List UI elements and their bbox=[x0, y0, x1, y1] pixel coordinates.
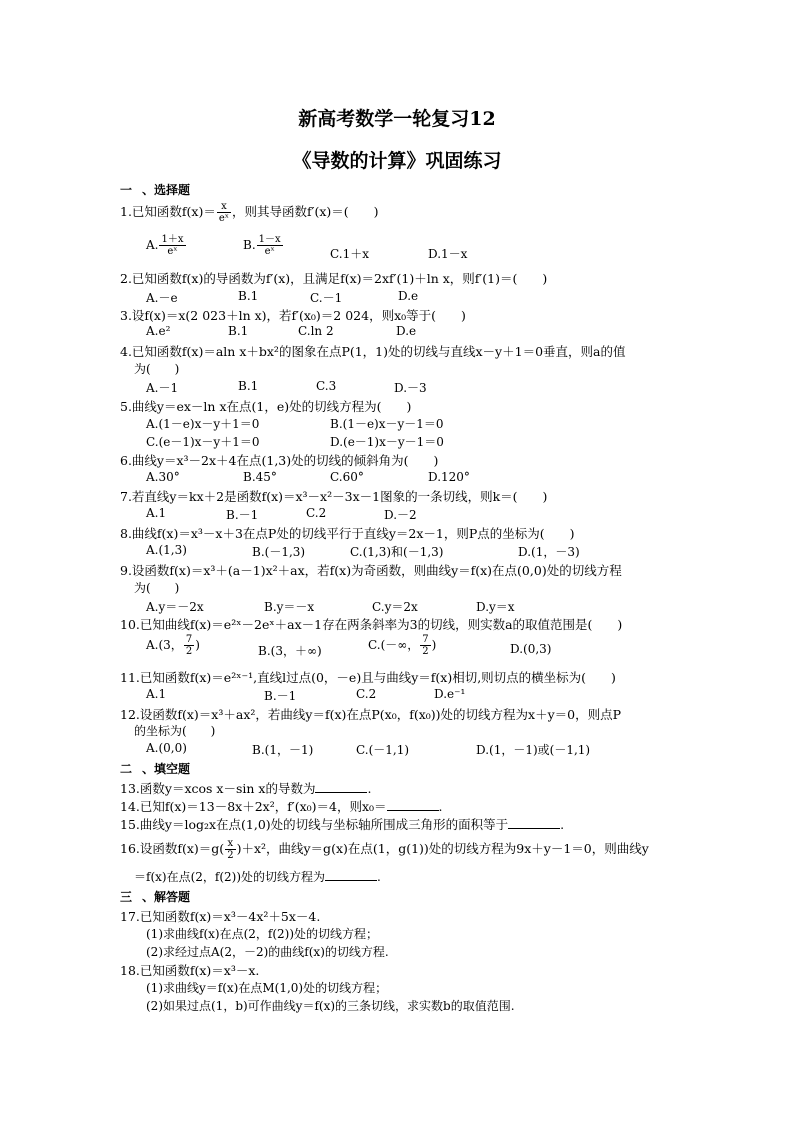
answer-blank bbox=[325, 870, 377, 881]
option-d: D.(e－1)x－y－1＝0 bbox=[330, 435, 444, 449]
option-a: A.(1－e)x－y＋1＝0 bbox=[146, 417, 260, 431]
option-c: C.2 bbox=[356, 687, 377, 701]
option-a: A.－e bbox=[146, 291, 178, 305]
question-9: 9.设函数f(x)＝x³＋(a－1)x²＋ax，若f(x)为奇函数，则曲线y＝f(x)在点(0,0)处的切线方程 bbox=[120, 563, 622, 578]
question-2: 2.已知函数f(x)的导函数为f′(x)，且满足f(x)＝2xf′(1)＋ln x，则f′(1)＝( ) bbox=[120, 271, 548, 286]
question-3: 3.设f(x)＝x(2 023＋ln x)，若f′(x₀)＝2 024，则x₀等于( ) bbox=[120, 308, 466, 323]
option-c: C.(e－1)x－y＋1＝0 bbox=[146, 435, 260, 449]
option-c: C.(－∞， $\frac{7}{2}$ ) bbox=[368, 634, 437, 657]
question-12: 12.设函数f(x)＝x³＋ax²，若曲线y＝f(x)在点P(x₀，f(x₀))处的切线方程为x＋y＝0，则点P bbox=[120, 707, 622, 722]
fraction: $\frac{x}{\text{eˣ}}$ bbox=[218, 201, 230, 224]
option-c: C.3 bbox=[316, 379, 337, 393]
option-c: C.－1 bbox=[310, 291, 343, 305]
option-b: B.1 bbox=[238, 289, 259, 303]
option-c: C.y＝2x bbox=[372, 600, 418, 614]
option-a: A.1 bbox=[146, 506, 167, 520]
option-d: D.(1，－3) bbox=[518, 545, 580, 559]
option-a: A.y＝－2x bbox=[146, 600, 204, 614]
question-17: 17.已知函数f(x)＝x³－4x²＋5x－4. bbox=[120, 909, 321, 924]
question-18: 18.已知函数f(x)＝x³－x. bbox=[120, 963, 260, 978]
question-13: 13.函数y＝xcos x－sin x的导数为 . bbox=[120, 781, 372, 796]
question-18-part-1: (1)求曲线y＝f(x)在点M(1,0)处的切线方程； bbox=[146, 981, 388, 995]
option-a: A.1 bbox=[146, 687, 167, 701]
question-18-part-2: (2)如果过点(1，b)可作曲线y＝f(x)的三条切线，求实数b的取值范围. bbox=[146, 999, 515, 1013]
option-a: A.30° bbox=[146, 470, 180, 484]
question-11: 11.已知函数f(x)＝e²ˣ⁻¹,直线l过点(0，－e)且与曲线y＝f(x)相切,则切点的横坐标为( ) bbox=[120, 670, 616, 685]
question-12-cont: 的坐标为( ) bbox=[134, 724, 216, 738]
answer-blank bbox=[508, 818, 560, 829]
option-d: D.y＝x bbox=[476, 600, 515, 614]
question-17-part-1: (1)求曲线f(x)在点(2，f(2))处的切线方程； bbox=[146, 927, 379, 941]
option-a: A.－1 bbox=[146, 381, 179, 395]
option-d: D.e bbox=[396, 324, 417, 338]
document-subtitle: 《导数的计算》巩固练习 bbox=[292, 150, 502, 172]
section-heading-solve: 三 、解答题 bbox=[120, 890, 191, 904]
question-17-part-2: (2)求经过点A(2，－2)的曲线f(x)的切线方程. bbox=[146, 945, 389, 959]
option-a: A.(3， $\frac{7}{2}$ ) bbox=[146, 634, 200, 657]
option-b: B.(－1,3) bbox=[252, 545, 306, 559]
question-15: 15.曲线y＝log₂x在点(1,0)处的切线与坐标轴所围成三角形的面积等于 . bbox=[120, 817, 565, 832]
question-5: 5.曲线y＝ex－ln x在点(1，e)处的切线方程为( ) bbox=[120, 399, 412, 414]
question-8: 8.曲线f(x)＝x³－x＋3在点P处的切线平行于直线y＝2x－1，则P点的坐标为( ) bbox=[120, 526, 575, 541]
option-a: A.(1,3) bbox=[146, 543, 187, 557]
section-heading-fill: 二 、填空题 bbox=[120, 762, 191, 776]
option-b: B.(3，＋∞) bbox=[258, 644, 322, 658]
question-4-cont: 为( ) bbox=[134, 362, 180, 376]
question-6: 6.曲线y＝x³－2x＋4在点(1,3)处的切线的倾斜角为( ) bbox=[120, 453, 439, 468]
option-d: D.－2 bbox=[384, 508, 417, 522]
option-d: D.120° bbox=[428, 470, 470, 484]
question-16-cont: ＝f(x)在点(2，f(2))处的切线方程为 . bbox=[134, 870, 381, 884]
question-10: 10.已知曲线f(x)＝e²ˣ－2eˣ＋ax－1存在两条斜率为3的切线，则实数a的取值范围是( ) bbox=[120, 617, 623, 632]
section-heading-choice: 一 、选择题 bbox=[120, 183, 191, 197]
option-d: D.(0,3) bbox=[510, 642, 552, 656]
question-1: 1.已知函数f(x)＝ $\frac{x}{\text{eˣ}}$ ，则其导函数f′(x)＝( ) bbox=[120, 201, 379, 224]
option-b: B.1 bbox=[228, 324, 249, 338]
question-14: 14.已知f(x)＝13－8x＋2x²，f′(x₀)＝4，则x₀＝ . bbox=[120, 799, 443, 814]
option-c: C.1＋x bbox=[330, 247, 369, 261]
option-a: A.e² bbox=[146, 324, 171, 338]
option-a: A. $\frac{1+x}{\text{eˣ}}$ bbox=[146, 234, 184, 257]
answer-blank bbox=[387, 800, 439, 811]
document-title: 新高考数学一轮复习12 bbox=[298, 108, 496, 130]
option-b: B.－1 bbox=[226, 508, 259, 522]
option-b: B.y＝－x bbox=[264, 600, 315, 614]
option-c: C.2 bbox=[306, 506, 327, 520]
option-d: D.1－x bbox=[428, 247, 468, 261]
option-b: B.(1－e)x－y－1＝0 bbox=[330, 417, 444, 431]
question-4: 4.已知函数f(x)＝aln x＋bx²的图象在点P(1，1)处的切线与直线x－y＋1＝0垂直，则a的值 bbox=[120, 344, 626, 359]
option-d: D.e⁻¹ bbox=[434, 687, 466, 701]
option-d: D.(1，－1)或(－1,1) bbox=[476, 743, 591, 757]
option-b: B.1 bbox=[238, 379, 259, 393]
option-b: B.45° bbox=[243, 470, 277, 484]
option-b: B. $\frac{1-x}{\text{eˣ}}$ bbox=[243, 234, 281, 257]
option-c: C.(1,3)和(－1,3) bbox=[350, 545, 444, 559]
question-9-cont: 为( ) bbox=[134, 581, 180, 595]
option-c: C.ln 2 bbox=[298, 324, 334, 338]
question-7: 7.若直线y＝kx＋2是函数f(x)＝x³－x²－3x－1图象的一条切线，则k＝( ) bbox=[120, 489, 548, 504]
option-b: B.(1，－1) bbox=[252, 743, 314, 757]
answer-blank bbox=[315, 782, 367, 793]
option-d: D.－3 bbox=[394, 381, 427, 395]
option-c: C.60° bbox=[330, 470, 364, 484]
question-16: 16.设函数f(x)＝g( $\frac{x}{2}$ )＋x²，曲线y＝g(x)在点(1，g(1))处的切线方程为9x＋y－1＝0，则曲线y bbox=[120, 838, 649, 861]
option-d: D.e bbox=[398, 289, 419, 303]
option-a: A.(0,0) bbox=[146, 741, 187, 755]
option-c: C.(－1,1) bbox=[356, 743, 410, 757]
option-b: B.－1 bbox=[264, 689, 297, 703]
